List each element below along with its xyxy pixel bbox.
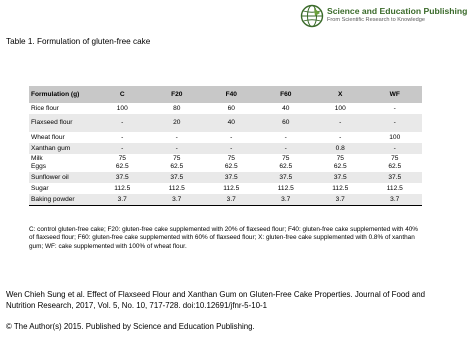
table-cell: -	[150, 132, 205, 143]
table-row	[29, 154, 422, 172]
table-cell: -	[204, 143, 259, 154]
column-header: X	[313, 86, 368, 103]
column-header: C	[95, 86, 150, 103]
table-cell: 60	[259, 114, 314, 132]
table-cell: -	[313, 114, 368, 132]
table-cell: 3.7	[368, 194, 423, 206]
table-cell: 112.5	[259, 183, 314, 194]
table-cell: 75 62.5	[368, 154, 423, 172]
table-cell: 3.7	[313, 194, 368, 206]
table-cell: -	[313, 132, 368, 143]
column-header: F40	[204, 86, 259, 103]
table-cell: 37.5	[150, 172, 205, 183]
table-cell: 100	[313, 103, 368, 114]
table-row	[29, 194, 422, 206]
table-cell: -	[95, 114, 150, 132]
table-cell: 112.5	[313, 183, 368, 194]
table-cell: 75 62.5	[150, 154, 205, 172]
table-cell: 75 62.5	[313, 154, 368, 172]
table-cell: 37.5	[95, 172, 150, 183]
table-row	[29, 172, 422, 183]
table-cell: 3.7	[95, 194, 150, 206]
table-row	[29, 183, 422, 194]
table-cell: 112.5	[95, 183, 150, 194]
row-label: Rice flour	[29, 103, 95, 114]
table-cell: -	[259, 143, 314, 154]
table-cell: 112.5	[150, 183, 205, 194]
publisher-tagline: From Scientific Research to Knowledge	[327, 17, 425, 23]
table-cell: 3.7	[204, 194, 259, 206]
column-header: WF	[368, 86, 423, 103]
table-cell: 37.5	[204, 172, 259, 183]
table-cell: 20	[150, 114, 205, 132]
table-row	[29, 103, 422, 114]
citation: Wen Chieh Sung et al. Effect of Flaxseed Flour and Xanthan Gum on Gluten-Free Cake Properties. Journal of Food and Nutrition Research, 2017, Vol. 5, No. 10, 717-728. doi:10.12691/jfnr-5-10-1	[6, 290, 426, 310]
row-label: Sugar	[29, 183, 95, 194]
table-cell: 80	[150, 103, 205, 114]
row-label: Baking powder	[29, 194, 95, 206]
table-cell: -	[368, 103, 423, 114]
table-row	[29, 143, 422, 154]
row-label: Milk Eggs	[29, 154, 95, 172]
column-header: Formulation (g)	[29, 86, 95, 103]
table-cell: -	[95, 132, 150, 143]
table-title: Table 1. Formulation of gluten-free cake	[6, 37, 151, 46]
table-cell: 40	[259, 103, 314, 114]
table-cell: -	[204, 132, 259, 143]
table-cell: 0.8	[313, 143, 368, 154]
table-row	[29, 114, 422, 132]
table-cell: 112.5	[368, 183, 423, 194]
table-cell: -	[259, 132, 314, 143]
table-cell: 75 62.5	[259, 154, 314, 172]
table-footnote: C: control gluten-free cake; F20: gluten-free cake supplemented with 20% of flaxseed flour; F40: gluten-free cake supplemented with 40% of flaxseed flour; F60: gluten-free cake supplemented with 60% of flaxseed flour; X: gluten-free cake supplemented with 0.8% of xanthan gum; WF: cake supplemented with 100% of wheat flour.	[29, 226, 418, 250]
row-label: Wheat flour	[29, 132, 95, 143]
row-label: Sunflower oil	[29, 172, 95, 183]
table-cell: 100	[368, 132, 423, 143]
table-cell: -	[95, 143, 150, 154]
table-cell: 100	[95, 103, 150, 114]
publisher-brand	[300, 4, 467, 30]
row-label: Flaxseed flour	[29, 114, 95, 132]
table-cell: 37.5	[368, 172, 423, 183]
table-cell: -	[150, 143, 205, 154]
copyright: © The Author(s) 2015. Published by Science and Education Publishing.	[6, 322, 255, 331]
formulation-table	[29, 86, 422, 206]
table-cell: 37.5	[313, 172, 368, 183]
table-cell: 3.7	[150, 194, 205, 206]
table-cell: 75 62.5	[95, 154, 150, 172]
table-cell: 40	[204, 114, 259, 132]
table-cell: -	[368, 143, 423, 154]
column-header: F60	[259, 86, 314, 103]
table-cell: 75 62.5	[204, 154, 259, 172]
globe-icon	[300, 4, 324, 28]
row-label: Xanthan gum	[29, 143, 95, 154]
table-cell: 112.5	[204, 183, 259, 194]
table-cell: -	[368, 114, 423, 132]
table-cell: 37.5	[259, 172, 314, 183]
column-header: F20	[150, 86, 205, 103]
table-cell: 3.7	[259, 194, 314, 206]
table-cell: 60	[204, 103, 259, 114]
table-header-row	[29, 86, 422, 103]
table-row	[29, 132, 422, 143]
publisher-name: Science and Education Publishing	[327, 6, 467, 16]
